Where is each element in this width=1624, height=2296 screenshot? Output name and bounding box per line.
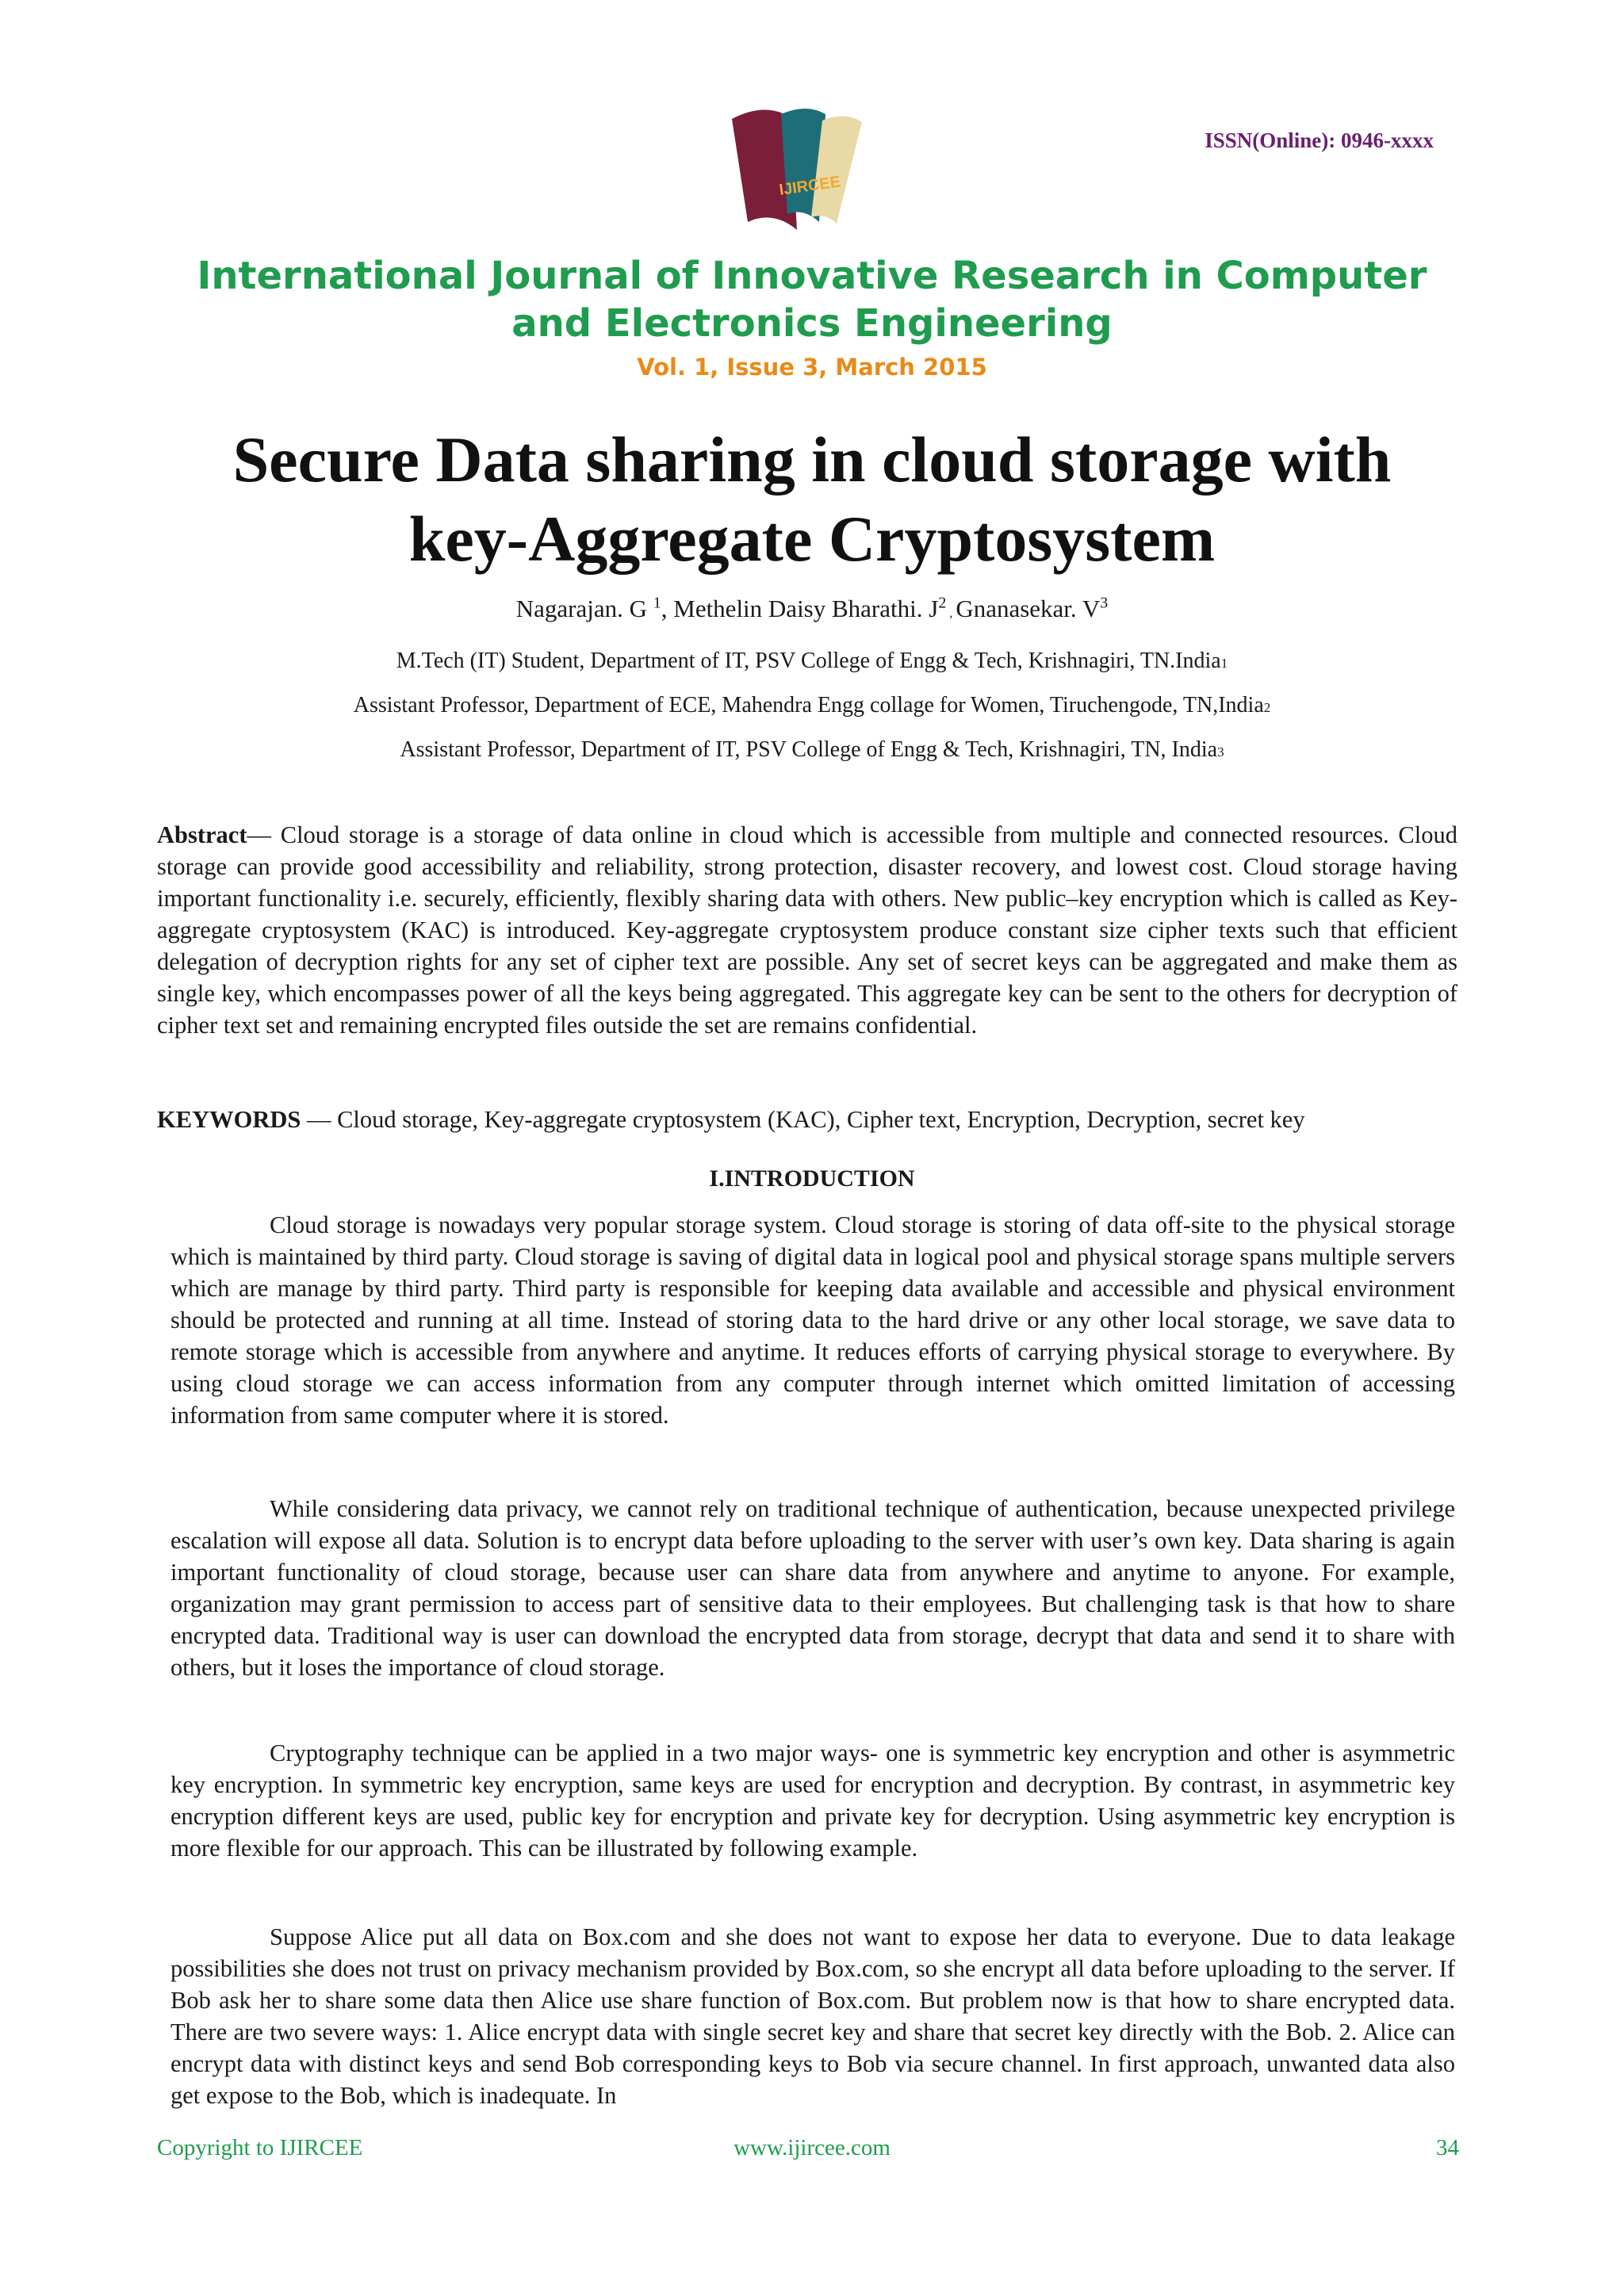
journal-name-line1: International Journal of Innovative Research in Computer (197, 254, 1427, 298)
intro-paragraph-3: Cryptography technique can be applied in a two major ways- one is symmetric key encryption and other is asymmetric key encryption. In symmetric key encryption, same keys are used for encryption and decryption. By contrast, in asymmetric key encryption different keys are used, public key for encryption and private key for decryption. Using asymmetric key encryption is more flexible for our approach. This can be illustrated by following example. (170, 1739, 1455, 1862)
intro-paragraph-2: While considering data privacy, we cannot rely on traditional technique of authentication, because unexpected privilege escalation will expose all data. Solution is to encrypt data before uploading to the server with user’s own key. Data sharing is again important functionality of cloud storage, because user can share data from anywhere and anytime to anyone. For example, organization may grant permission to access part of sensitive data to their employees. But challenging task is that how to share encrypted data. Traditional way is user can download the encrypted data from storage, decrypt that data and send it to share with others, but it loses the importance of cloud storage. (170, 1495, 1455, 1681)
section-heading-introduction: I.INTRODUCTION (709, 1165, 915, 1192)
issn-label: ISSN(Online): 0946-xxxx (1205, 128, 1434, 152)
keywords-label: KEYWORDS (157, 1106, 301, 1133)
footer-website[interactable]: www.ijircee.com (733, 2135, 891, 2160)
author-3: Gnanasekar. V (956, 595, 1101, 622)
affiliation-1-mark: 1 (1220, 656, 1228, 671)
affiliation-2 (0, 693, 1624, 718)
journal-name (0, 252, 1624, 347)
affiliation-2-mark: 2 (1263, 700, 1271, 715)
author-3-mark: 3 (1100, 594, 1109, 612)
keywords-text: — Cloud storage, Key-aggregate cryptosystem (KAC), Cipher text, Encryption, Decryption, secret key (301, 1106, 1305, 1133)
paper-title (0, 420, 1624, 579)
author-2-mark: 2 (938, 594, 947, 612)
author-1: Nagarajan. G (515, 595, 653, 622)
affiliation-2-text: Assistant Professor, Department of ECE, Mahendra Engg collage for Women, Tiruchengode, TN,India (353, 693, 1264, 718)
affiliation-3-mark: 3 (1217, 744, 1224, 760)
author-2: , Methelin Daisy Bharathi. J (661, 595, 939, 622)
intro-paragraph-1: Cloud storage is nowadays very popular storage system. Cloud storage is storing of data off-site to the physical storage which is maintained by third party. Cloud storage is saving of digital data in logical pool and physical storage spans multiple servers which are manage by third party. Third party is responsible for keeping data available and accessible and physical environment should be protected and running at all time. Instead of storing data to the hard drive or any other local storage, we save data to remote storage which is accessible from anywhere and anytime. It reduces efforts of carrying physical storage to everywhere. By using cloud storage we can access information from any computer through internet which omitted limitation of accessing information from same computer where it is stored. (170, 1211, 1455, 1429)
affiliation-1-text: M.Tech (IT) Student, Department of IT, PSV College of Engg & Tech, Krishnagiri, TN.India (396, 649, 1221, 673)
keywords (157, 1104, 1457, 1135)
abstract-label: Abstract (157, 821, 247, 848)
paper-title-line1: Secure Data sharing in cloud storage with (232, 423, 1392, 496)
abstract-text: — Cloud storage is a storage of data online in cloud which is accessible from multiple and connected resources. Cloud storage can provide good accessibility and reliability, strong protection, disaster recovery, and lowest cost. Cloud storage having important functionality i.e. securely, efficiently, flexibly sharing data with others. New public–key encryption which is called as Key- aggregate cryptosystem (KAC) is introduced. Key-aggregate cryptosystem produce constant size cipher texts such that efficient delegation of decryption rights for any set of cipher text are possible. Any set of secret keys can be aggregated and make them as single key, which encompasses power of all the keys being aggregated. This aggregate key can be sent to the others for decryption of cipher text set and remaining encrypted files outside the set are remains confidential. (157, 821, 1457, 1039)
intro-paragraph-4: Suppose Alice put all data on Box.com and she does not want to expose her data to everyone. Due to data leakage possibilities she does not trust on privacy mechanism provided by Box.com, so she encrypt all data before uploading to the server. If Bob ask her to share some data then Alice use share function of Box.com. But problem now is that how to share encrypted data. There are two severe ways: 1. Alice encrypt data with single secret key and share that secret key directly with the Bob. 2. Alice can encrypt data with distinct keys and send Bob corresponding keys to Bob via secure channel. In first approach, unwanted data also get expose to the Bob, which is inadequate. In (170, 1923, 1455, 2109)
authors-line (0, 595, 1624, 623)
journal-volume: Vol. 1, Issue 3, March 2015 (637, 354, 987, 381)
paper-title-line2: key-Aggregate Cryptosystem (408, 503, 1216, 575)
footer-page-number: 34 (1436, 2135, 1459, 2160)
journal-logo (718, 103, 884, 242)
affiliation-3-text: Assistant Professor, Department of IT, PSV College of Engg & Tech, Krishnagiri, TN, India (400, 737, 1218, 762)
journal-name-line2: and Electronics Engineering (511, 301, 1113, 346)
affiliation-3 (0, 737, 1624, 763)
abstract (157, 819, 1457, 1041)
author-separator: , (946, 607, 956, 620)
logo-text: IJIRCEE (778, 173, 842, 199)
author-1-mark: 1 (653, 594, 661, 612)
footer-copyright: Copyright to IJIRCEE (157, 2135, 363, 2160)
affiliation-1 (0, 649, 1624, 674)
